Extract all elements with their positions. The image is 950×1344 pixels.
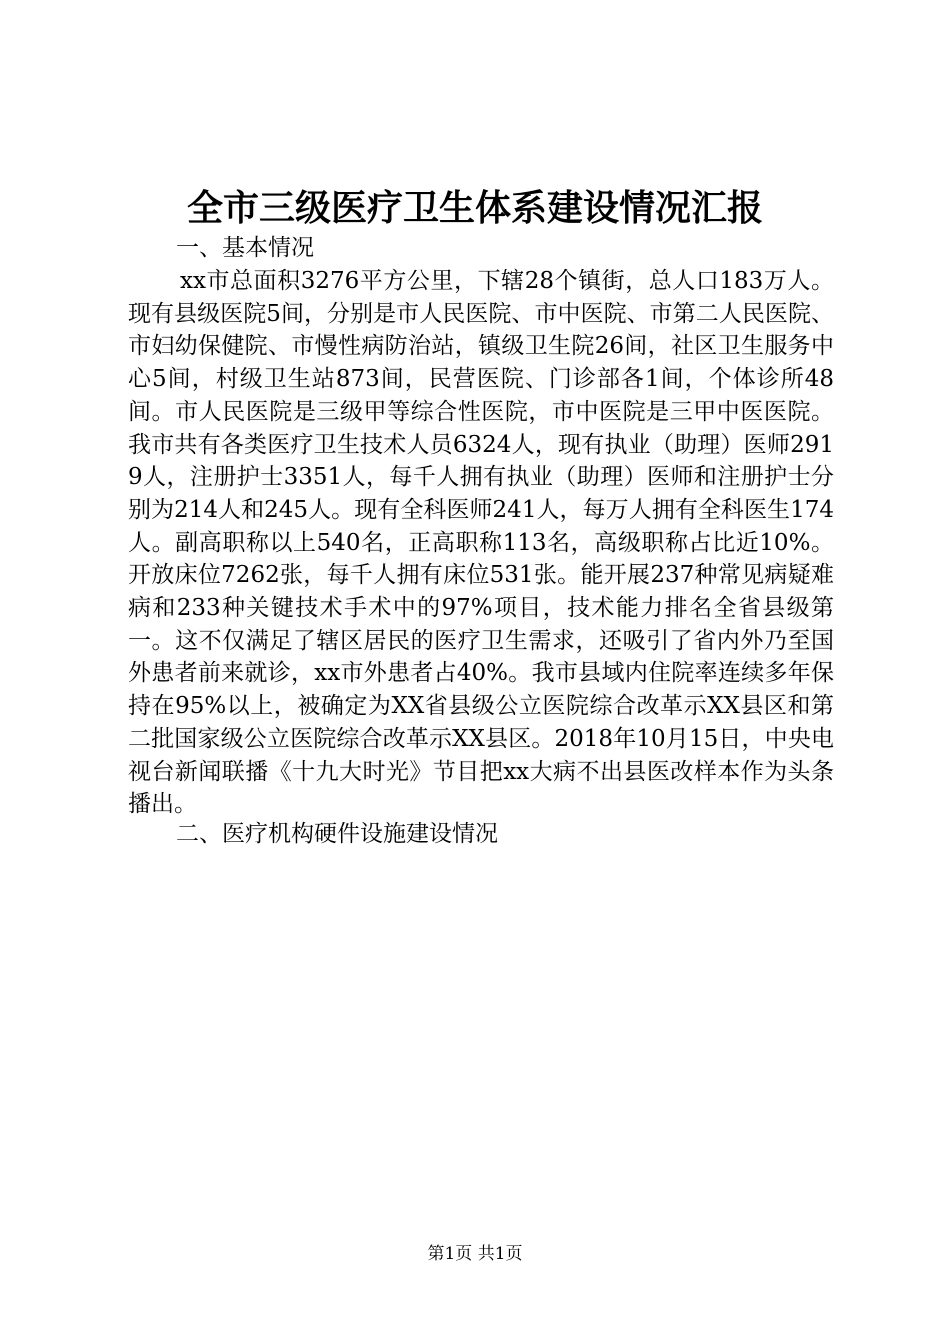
section-body-basic-info: xx市总面积3276平方公里，下辖28个镇街，总人口183万人。现有县级医院5间，分别是市人民医院、市中医院、市第二人民医院、市妇幼保健院、市慢性病防治站，镇级卫生院26间，社区卫生服务中心5间，村级卫生站873间，民营医院、门诊部各1间，个体诊所48间。市人民医院是三级甲等综合性医院，市中医院是三甲中医医院。我市共有各类医疗卫生技术人员6324人，现有执业（助理）医师2919人，注册护士3351人，每千人拥有执业（助理）医师和注册护士分别为214人和245人。现有全科医师241人，每万人拥有全科医生174人。副高职称以上540名，正高职称113名，高级职称占比近10%。开放床位7262张，每千人拥有床位531张。能开展237种常见病疑难病和233种关键技术手术中的97%项目，技术能力排名全省县级第一。这不仅满足了辖区居民的医疗卫生需求，还吸引了省内外乃至国外患者前来就诊，xx市外患者占40%。我市县域内住院率连续多年保持在95%以上，被确定为XX省县级公立医院综合改革示XX县区和第二批国家级公立医院综合改革示XX县区。2018年10月15日，中央电视台新闻联播《十九大时光》节目把xx大病不出县医改样本作为头条播出。 bbox=[128, 268, 834, 818]
section-heading-facilities: 二、医疗机构硬件设施建设情况 bbox=[176, 821, 498, 847]
page-number-footer: 第1页 共1页 bbox=[427, 1244, 523, 1264]
document-title: 全市三级医疗卫生体系建设情况汇报 bbox=[186, 187, 763, 229]
section-heading-basic-info: 一、基本情况 bbox=[176, 235, 314, 261]
